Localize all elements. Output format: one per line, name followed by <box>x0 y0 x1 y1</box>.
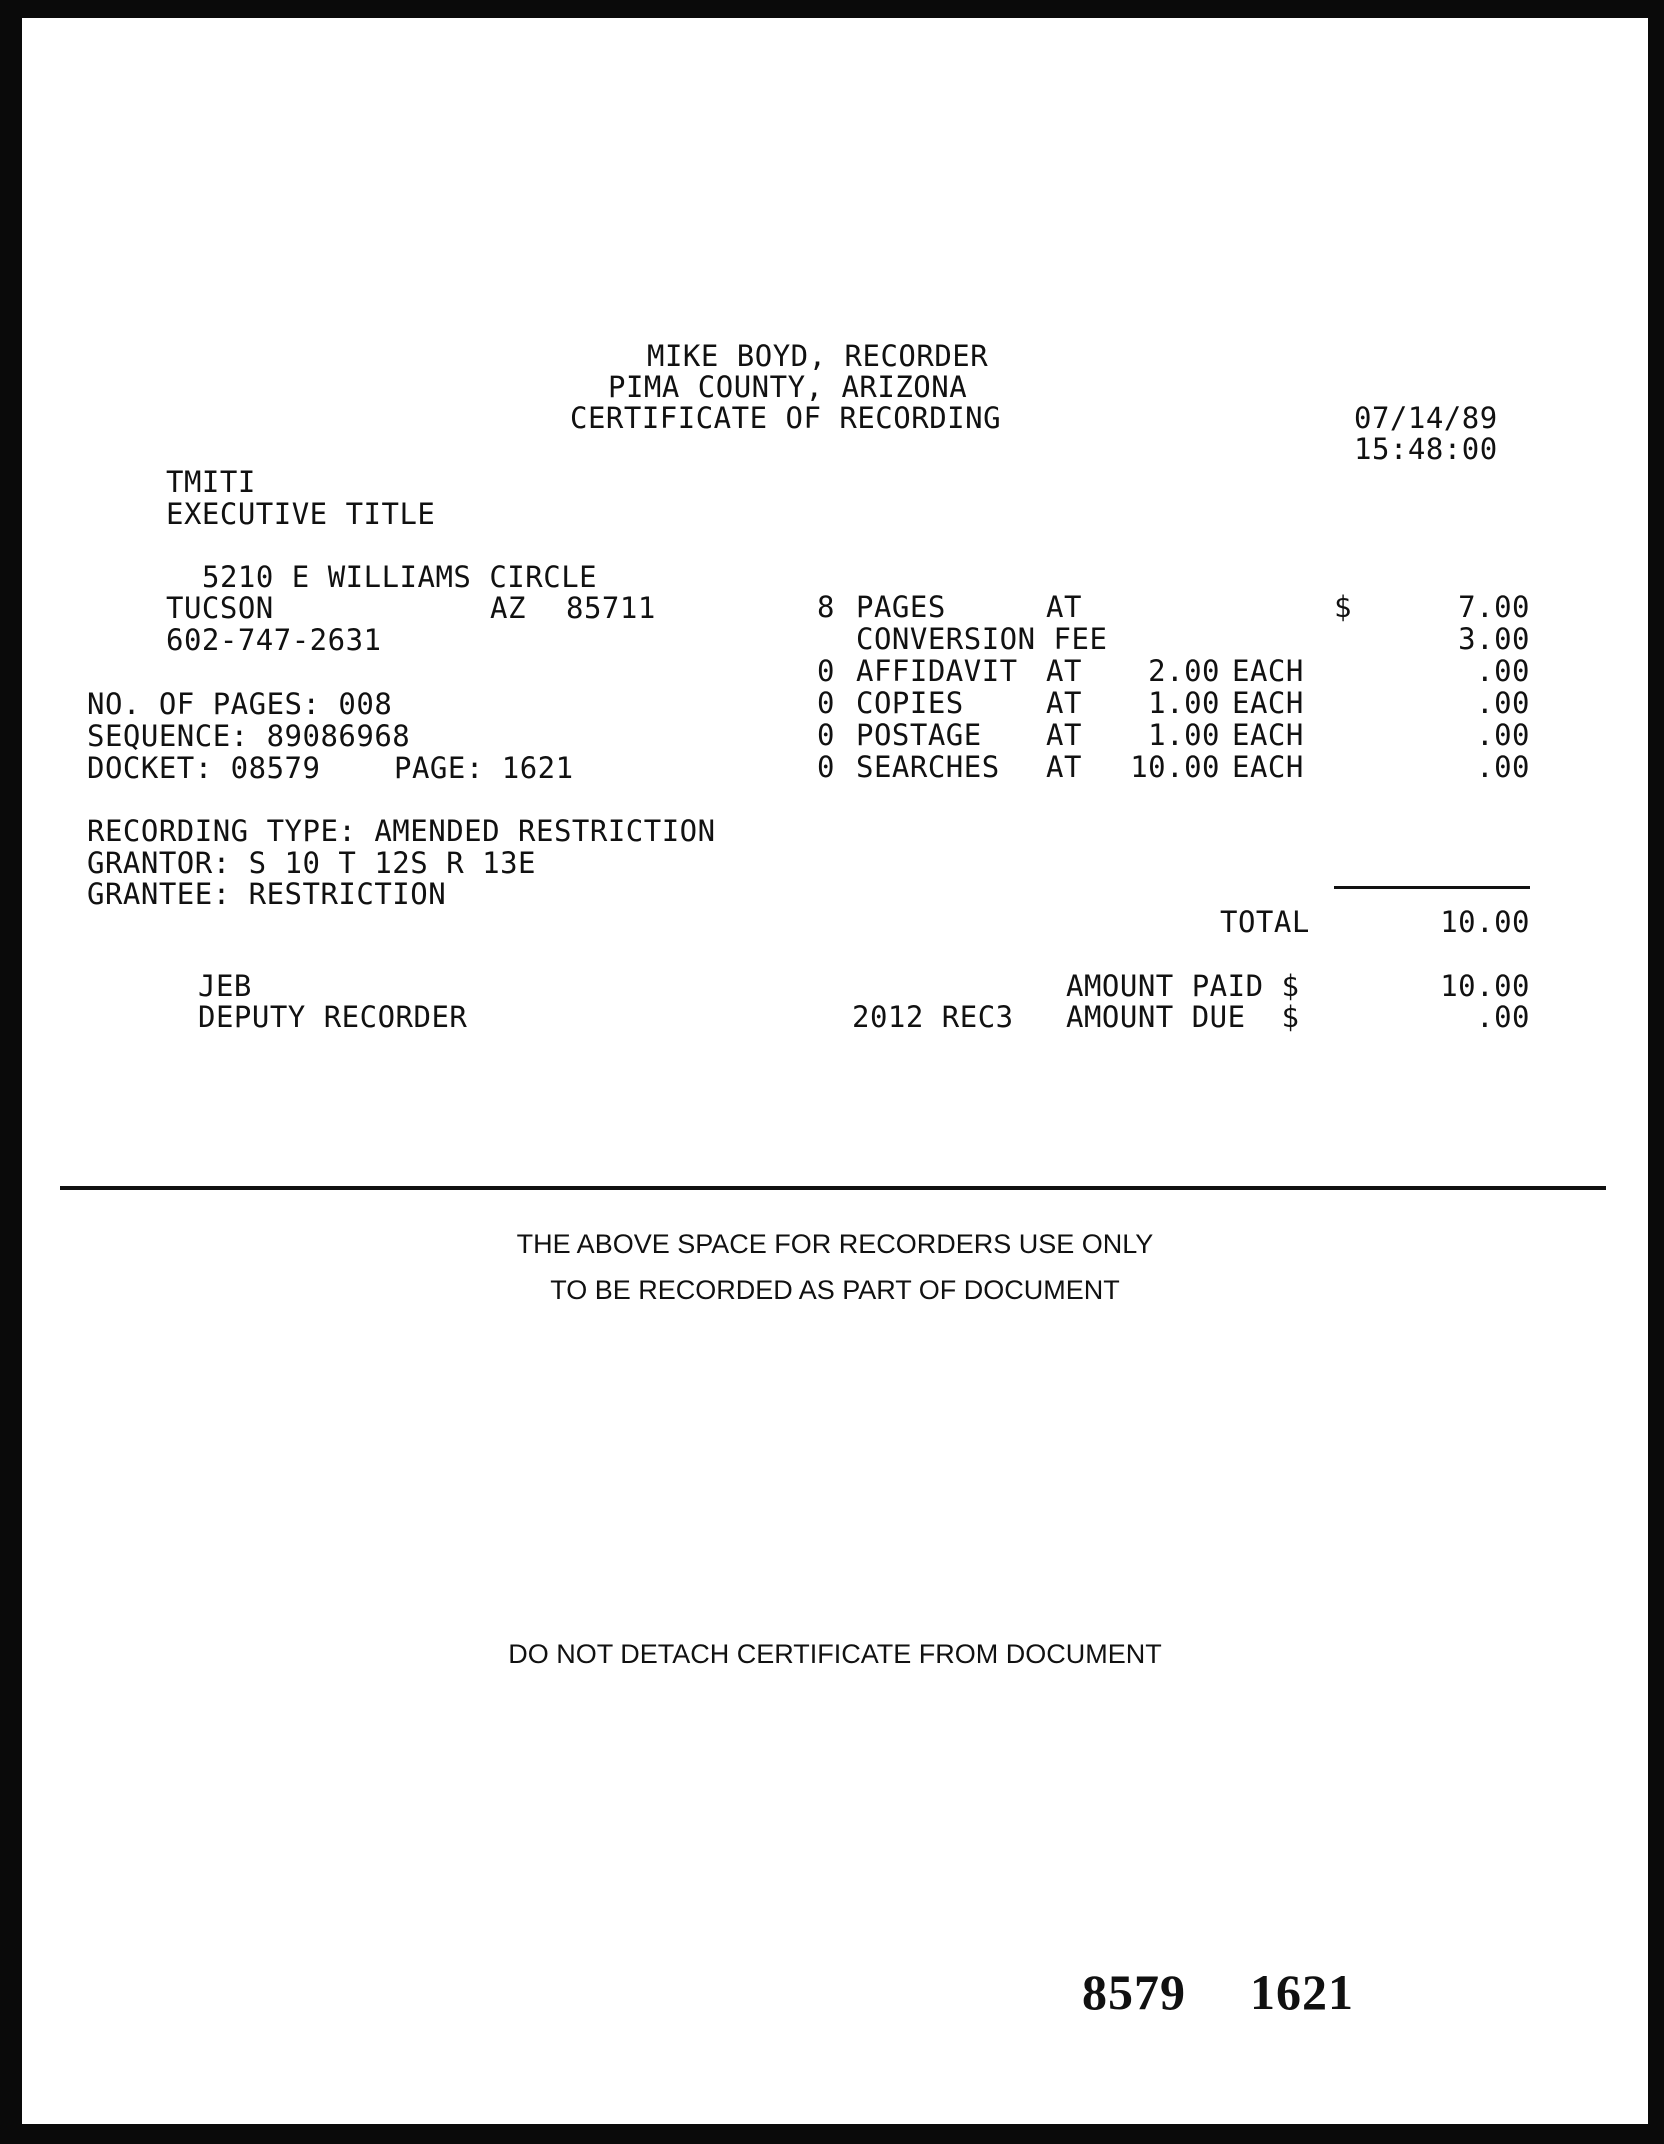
addressee-city: TUCSON <box>166 591 274 625</box>
addressee-zip: 85711 <box>566 591 656 625</box>
addressee-state: AZ <box>490 591 526 625</box>
fee-qty: 0 <box>817 718 835 752</box>
fee-each: EACH <box>1232 654 1304 688</box>
recorder-name: MIKE BOYD, RECORDER <box>647 339 989 373</box>
addressee-title: EXECUTIVE TITLE <box>166 497 436 531</box>
fee-amount: .00 <box>1476 718 1530 752</box>
fee-each: EACH <box>1232 750 1304 784</box>
fee-at: AT <box>1046 654 1082 688</box>
addressee-name: TMITI <box>166 465 256 499</box>
recorder-use-notice: THE ABOVE SPACE FOR RECORDERS USE ONLY <box>516 1229 1154 1259</box>
docket-stamp: 8579 <box>1082 1964 1186 2020</box>
fee-item: COPIES <box>856 686 964 720</box>
fee-qty: 8 <box>817 590 835 624</box>
total-underline <box>1334 886 1530 889</box>
fee-at: AT <box>1046 718 1082 752</box>
amount-paid-label: AMOUNT PAID $ <box>1066 969 1300 1003</box>
fee-rate: 2.00 <box>1148 654 1220 688</box>
deputy-initials: JEB <box>198 969 252 1003</box>
page-number: PAGE: 1621 <box>394 751 574 785</box>
register-code: 2012 REC3 <box>852 1000 1014 1034</box>
addressee-street: 5210 E WILLIAMS CIRCLE <box>202 560 598 594</box>
fee-amount: .00 <box>1476 750 1530 784</box>
certificate-page <box>22 18 1648 2124</box>
recorder-area-divider <box>60 1186 1606 1190</box>
sequence-number: SEQUENCE: 89086968 <box>87 719 411 753</box>
fee-qty: 0 <box>817 654 835 688</box>
amount-paid: 10.00 <box>1440 969 1530 1003</box>
recording-type: RECORDING TYPE: AMENDED RESTRICTION <box>87 814 716 848</box>
number-of-pages: NO. OF PAGES: 008 <box>87 687 393 721</box>
total-label: TOTAL <box>1220 905 1310 939</box>
deputy-title: DEPUTY RECORDER <box>198 1000 468 1034</box>
fee-at: AT <box>1046 750 1082 784</box>
amount-due-label: AMOUNT DUE $ <box>1066 1000 1300 1034</box>
recording-time: 15:48:00 <box>1354 432 1498 466</box>
fee-at: AT <box>1046 590 1082 624</box>
fee-item: SEARCHES <box>856 750 1000 784</box>
fee-amount: .00 <box>1476 686 1530 720</box>
addressee-phone: 602-747-2631 <box>166 623 382 657</box>
fee-at: AT <box>1046 686 1082 720</box>
grantor: GRANTOR: S 10 T 12S R 13E <box>87 846 536 880</box>
fee-amount: .00 <box>1476 654 1530 688</box>
fee-each: EACH <box>1232 686 1304 720</box>
fee-rate: 1.00 <box>1148 686 1220 720</box>
fee-amount: 3.00 <box>1458 622 1530 656</box>
page-stamp: 1621 <box>1250 1964 1354 2020</box>
do-not-detach-notice: DO NOT DETACH CERTIFICATE FROM DOCUMENT <box>508 1639 1162 1669</box>
record-part-notice: TO BE RECORDED AS PART OF DOCUMENT <box>550 1275 1120 1305</box>
fee-item: CONVERSION FEE <box>856 622 1108 656</box>
amount-due: .00 <box>1476 1000 1530 1034</box>
fee-rate: 10.00 <box>1130 750 1220 784</box>
certificate-title: CERTIFICATE OF RECORDING <box>570 401 1002 435</box>
fee-item: POSTAGE <box>856 718 982 752</box>
fee-item: AFFIDAVIT <box>856 654 1018 688</box>
fee-item: PAGES <box>856 590 946 624</box>
fee-qty: 0 <box>817 750 835 784</box>
fee-amount: 7.00 <box>1458 590 1530 624</box>
grantee: GRANTEE: RESTRICTION <box>87 877 447 911</box>
total-amount: 10.00 <box>1440 905 1530 939</box>
fee-currency: $ <box>1334 590 1352 624</box>
recording-date: 07/14/89 <box>1354 401 1498 435</box>
fee-rate: 1.00 <box>1148 718 1220 752</box>
fee-each: EACH <box>1232 718 1304 752</box>
fee-qty: 0 <box>817 686 835 720</box>
docket-number: DOCKET: 08579 <box>87 751 321 785</box>
county-name: PIMA COUNTY, ARIZONA <box>608 370 968 404</box>
